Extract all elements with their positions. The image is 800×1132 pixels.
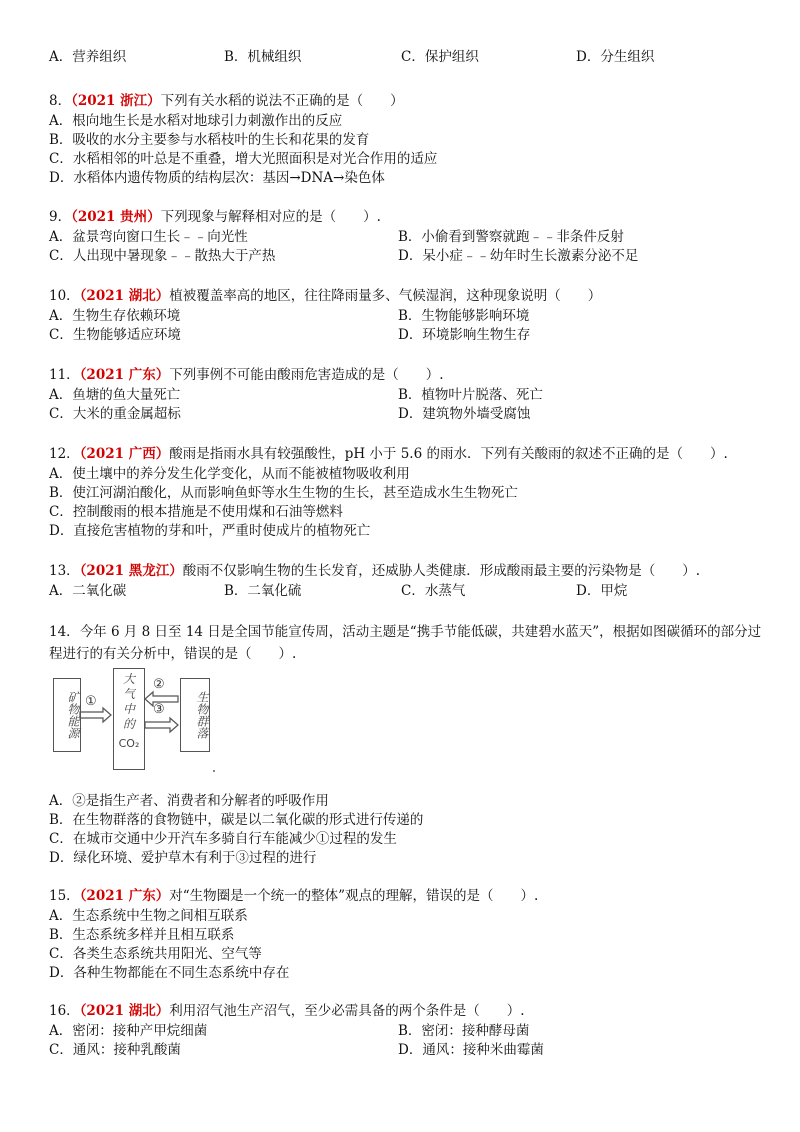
question-number: 16． [49, 1003, 80, 1019]
diagram-dot [213, 770, 215, 772]
q8-option-c: C．水稻相邻的叶总是不重叠，增大光照面积是对光合作用的适应 [49, 151, 438, 167]
q12-option-d: D．直接危害植物的芽和叶，严重时使成片的植物死亡 [49, 523, 371, 539]
q14-option-a: A．②是指生产者、消费者和分解者的呼吸作用 [49, 793, 329, 809]
question-number: 10． [49, 288, 80, 304]
q7-option-a: A．营养组织 [49, 49, 127, 65]
question-text: 今年 6 月 8 日至 14 日是全国节能宣传周，活动主题是“携手节能低碳，共建碧水蓝天”，根据如图碳循环的部分过程进行的有关分析中，错误的是（ ）. [49, 624, 762, 662]
source-tag: （2021 广东） [79, 888, 170, 904]
q13-option-b: B．二氧化硫 [224, 583, 302, 599]
q15-option-d: D．各种生物都能在不同生态系统中存在 [49, 965, 290, 981]
arrow-2-label: ② [153, 677, 165, 692]
q13-option-d: D．甲烷 [576, 583, 628, 599]
q16-option-a: A．密闭：接种产甲烷细菌 [49, 1023, 208, 1039]
carbon-cycle-diagram [49, 668, 224, 774]
question-number: 11． [49, 367, 80, 383]
q15-option-c: C．各类生态系统共用阳光、空气等 [49, 946, 262, 962]
q11-option-c: C．大米的重金属超标 [49, 406, 181, 422]
q9-option-d: D．呆小症﹣﹣幼年时生长激素分泌不足 [398, 248, 639, 264]
q10-option-c: C．生物能够适应环境 [49, 327, 181, 343]
atmosphere-label-2: 气 [122, 687, 135, 701]
question-16-stem [49, 1002, 525, 1020]
question-text: 对“生物圈是一个统一的整体”观点的理解，错误的是（ ）. [169, 888, 539, 904]
mineral-energy-label: 矿物能源 [66, 691, 80, 739]
q10-option-a: A．生物生存依赖环境 [49, 308, 181, 324]
question-text: 下列有关水稻的说法不正确的是（ ） [160, 93, 404, 109]
q7-option-b: B．机械组织 [224, 49, 302, 65]
diagram-arrows [49, 668, 224, 774]
source-tag: （2021 黑龙江） [79, 563, 183, 579]
question-number: 15． [49, 888, 80, 904]
arrow-3-label: ③ [153, 702, 165, 717]
source-tag: （2021 广西） [79, 446, 170, 462]
q14-option-d: D．绿化环境、爱护草木有利于③过程的进行 [49, 850, 317, 866]
q8-option-a: A．根向地生长是水稻对地球引力刺激作出的反应 [49, 113, 343, 129]
q12-option-b: B．使江河湖泊酸化，从而影响鱼虾等水生生物的生长，甚至造成水生生物死亡 [49, 485, 518, 501]
arrow-1-label: ① [85, 694, 97, 709]
q9-option-c: C．人出现中暑现象﹣﹣散热大于产热 [49, 248, 276, 264]
question-text: 下列现象与解释相对应的是（ ）. [160, 209, 381, 225]
question-number: 14． [49, 624, 80, 640]
atmosphere-label-4: 的 [122, 717, 135, 731]
q7-option-c: C．保护组织 [401, 49, 479, 65]
source-tag: （2021 贵州） [71, 209, 161, 225]
q14-option-c: C．在城市交通中少开汽车多骑自行车能减少①过程的发生 [49, 831, 397, 847]
q8-option-b: B．吸收的水分主要参与水稻枝叶的生长和花果的发育 [49, 132, 370, 148]
source-tag: （2021 湖北） [79, 288, 170, 304]
question-12-stem [49, 445, 728, 463]
question-number: 9． [49, 209, 72, 225]
question-text: 下列事例不可能由酸雨危害造成的是（ ）. [169, 367, 444, 383]
q11-option-b: B．植物叶片脱落、死亡 [398, 387, 543, 403]
question-text: 酸雨不仅影响生物的生长发育，还威胁人类健康．形成酸雨最主要的污染物是（ ）. [182, 563, 701, 579]
q9-option-a: A．盆景弯向窗口生长﹣﹣向光性 [49, 229, 248, 245]
biological-community-label: 生物群落 [195, 691, 209, 739]
q14-option-b: B．在生物群落的食物链中，碳是以二氧化碳的形式进行传递的 [49, 812, 424, 828]
question-number: 8． [49, 93, 72, 109]
q13-option-a: A．二氧化碳 [49, 583, 127, 599]
q8-option-d: D．水稻体内遗传物质的结构层次：基因→DNA→染色体 [49, 170, 385, 186]
source-tag: （2021 湖北） [79, 1003, 170, 1019]
question-text: 利用沼气池生产沼气，至少必需具备的两个条件是（ ）. [169, 1003, 525, 1019]
q16-option-b: B．密闭：接种酵母菌 [398, 1023, 530, 1039]
q11-option-a: A．鱼塘的鱼大量死亡 [49, 387, 181, 403]
question-11-stem [49, 366, 444, 384]
q7-option-d: D．分生组织 [576, 49, 655, 65]
atmosphere-label-3: 中 [122, 702, 135, 716]
q9-option-b: B．小偷看到警察就跑﹣﹣非条件反射 [398, 229, 624, 245]
question-number: 13． [49, 563, 80, 579]
q16-option-c: C．通风：接种乳酸菌 [49, 1042, 181, 1058]
q11-option-d: D．建筑物外墙受腐蚀 [398, 406, 531, 422]
q15-option-b: B．生态系统多样并且相互联系 [49, 927, 235, 943]
q16-option-d: D．通风：接种米曲霉菌 [398, 1042, 544, 1058]
question-number: 12． [49, 446, 80, 462]
q13-option-c: C．水蒸气 [401, 583, 466, 599]
question-13-stem [49, 562, 700, 580]
question-15-stem [49, 887, 538, 905]
source-tag: （2021 浙江） [71, 93, 161, 109]
question-8-stem [49, 92, 404, 110]
q12-option-a: A．使土壤中的养分发生化学变化，从而不能被植物吸收利用 [49, 466, 410, 482]
question-text: 植被覆盖率高的地区，往往降雨量多、气候湿润，这种现象说明（ ） [169, 288, 602, 304]
source-tag: （2021 广东） [79, 367, 170, 383]
atmosphere-label-co2: CO₂ [118, 737, 140, 750]
question-text: 酸雨是指雨水具有较强酸性，pH 小于 5.6 的雨水．下列有关酸雨的叙述不正确的是（ ）. [169, 446, 728, 462]
arrow-3-right [145, 718, 178, 732]
question-9-stem [49, 208, 381, 226]
atmosphere-label-1: 大 [122, 672, 135, 686]
question-14-stem [49, 621, 764, 665]
question-10-stem [49, 287, 601, 305]
q15-option-a: A．生态系统中生物之间相互联系 [49, 908, 248, 924]
q10-option-b: B．生物能够影响环境 [398, 308, 530, 324]
q10-option-d: D．环境影响生物生存 [398, 327, 531, 343]
q12-option-c: C．控制酸雨的根本措施是不使用煤和石油等燃料 [49, 504, 343, 520]
arrow-1-right [80, 708, 111, 722]
